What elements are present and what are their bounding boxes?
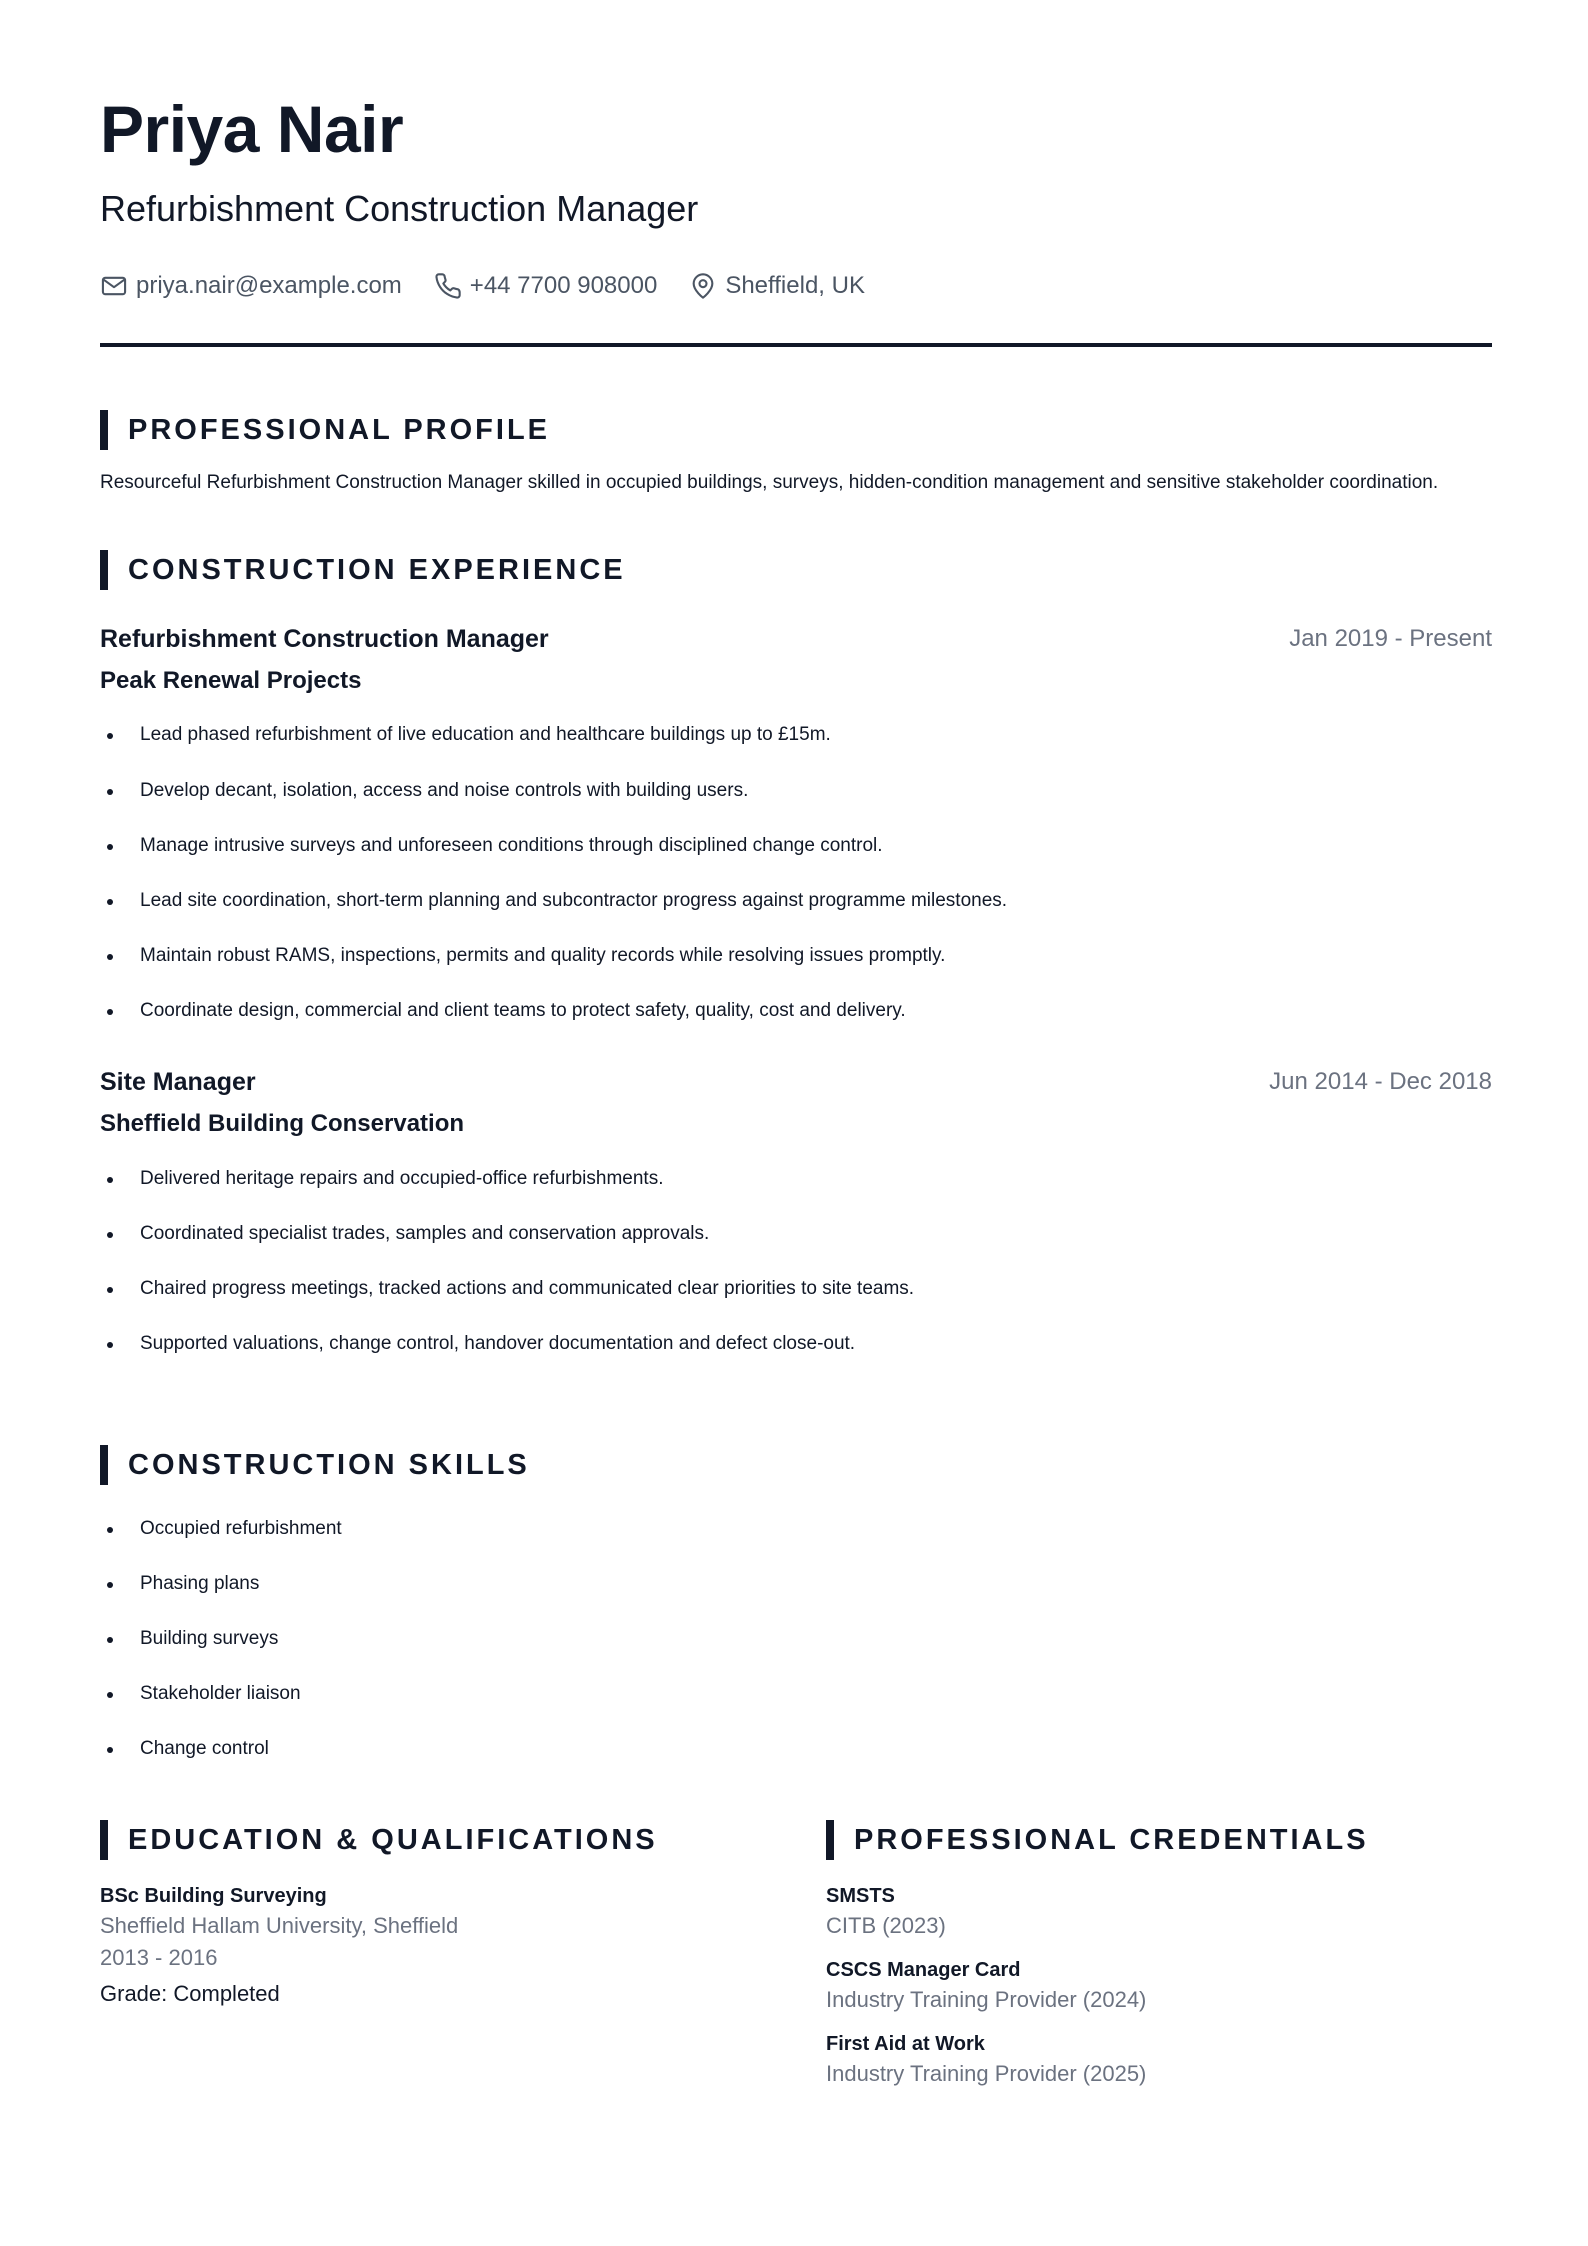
candidate-headline: Refurbishment Construction Manager (100, 188, 699, 229)
list-item (100, 998, 1492, 1024)
skill-text: Change control (140, 1738, 269, 1759)
list-item (100, 1571, 1492, 1597)
credential-issuer: CITB (2023) (826, 1913, 946, 1938)
section-heading: EDUCATION & QUALIFICATIONS (128, 1823, 658, 1856)
skill-text: Building surveys (140, 1628, 279, 1649)
section-heading: PROFESSIONAL CREDENTIALS (854, 1823, 1369, 1856)
phone-text: +44 7700 908000 (469, 272, 658, 299)
bullet-text: Supported valuations, change control, handover documentation and defect close-out. (140, 1333, 856, 1354)
section-accent-bar (100, 550, 108, 590)
credential-item (826, 1956, 1492, 2016)
bullet-text: Lead site coordination, short-term planning and subcontractor progress against programme milestones. (140, 890, 1008, 911)
job-company: Peak Renewal Projects (100, 667, 362, 694)
credential-issuer: Industry Training Provider (2025) (826, 2061, 1147, 2086)
bullet-dot (107, 1637, 113, 1643)
bullet-dot (107, 789, 113, 795)
location-text: Sheffield, UK (725, 272, 865, 299)
bullet-dot (107, 1009, 113, 1015)
profile-summary: Resourceful Refurbishment Construction Manager skilled in occupied buildings, surveys, hidden-condition management and sensitive stakeholder coordination. (100, 472, 1439, 493)
section-accent-bar (100, 1445, 108, 1485)
credential-name: CSCS Manager Card (826, 1959, 1021, 1981)
section-title-credentials (826, 1820, 1492, 1860)
job-dates: Jun 2014 - Dec 2018 (1269, 1068, 1492, 1095)
map-pin-icon (689, 272, 717, 300)
credential-name: First Aid at Work (826, 2033, 985, 2055)
skill-text: Stakeholder liaison (140, 1683, 301, 1704)
bullet-dot (107, 1342, 113, 1348)
bullet-dot (107, 1527, 113, 1533)
education-column (100, 1820, 800, 2010)
contact-location (689, 272, 865, 300)
bullet-dot (107, 1232, 113, 1238)
bullet-dot (107, 1177, 113, 1183)
bullet-text: Coordinated specialist trades, samples and conservation approvals. (140, 1223, 710, 1244)
list-item (100, 722, 1492, 748)
education-years: 2013 - 2016 (100, 1945, 218, 1970)
contact-row (100, 268, 897, 304)
section-heading: CONSTRUCTION SKILLS (128, 1448, 530, 1481)
bullet-dot (107, 899, 113, 905)
email-text: priya.nair@example.com (136, 272, 402, 299)
list-item (100, 1626, 1492, 1652)
section-accent-bar (100, 410, 108, 450)
list-item (100, 778, 1492, 804)
list-item (100, 1221, 1492, 1247)
section-title-experience (100, 550, 626, 590)
bullet-dot (107, 1287, 113, 1293)
degree-name: BSc Building Surveying (100, 1885, 327, 1907)
bullet-dot (107, 1582, 113, 1588)
bullet-dot (107, 733, 113, 739)
section-title-skills (100, 1445, 530, 1485)
list-item (100, 1166, 1492, 1192)
skill-text: Occupied refurbishment (140, 1518, 342, 1539)
bullet-text: Manage intrusive surveys and unforeseen conditions through disciplined change control. (140, 835, 883, 856)
list-item (100, 1681, 1492, 1707)
education-grade: Grade: Completed (100, 1981, 280, 2006)
credential-item (826, 2030, 1492, 2090)
skill-text: Phasing plans (140, 1573, 260, 1594)
bullet-text: Maintain robust RAMS, inspections, permits and quality records while resolving issues promptly. (140, 945, 946, 966)
job-bullets (100, 1166, 1492, 1357)
section-heading: CONSTRUCTION EXPERIENCE (128, 553, 626, 586)
header-divider (100, 343, 1492, 347)
job-company: Sheffield Building Conservation (100, 1110, 465, 1137)
list-item (100, 888, 1492, 914)
skills-list (100, 1516, 1492, 1762)
bullet-text: Lead phased refurbishment of live education and healthcare buildings up to £15m. (140, 724, 831, 745)
list-item (100, 1736, 1492, 1762)
phone-icon (434, 272, 462, 300)
bullet-dot (107, 1692, 113, 1698)
credentials-column (826, 1820, 1492, 2090)
section-heading: PROFESSIONAL PROFILE (128, 413, 551, 446)
section-accent-bar (100, 1820, 108, 1860)
credential-item (826, 1882, 1492, 1942)
credential-name: SMSTS (826, 1885, 895, 1907)
bullet-dot (107, 954, 113, 960)
job-role: Site Manager (100, 1068, 256, 1096)
job-dates: Jan 2019 - Present (1289, 625, 1492, 652)
mail-icon (100, 272, 128, 300)
bullet-text: Chaired progress meetings, tracked actions and communicated clear priorities to site teams. (140, 1278, 915, 1299)
bullet-text: Develop decant, isolation, access and noise controls with building users. (140, 780, 749, 801)
list-item (100, 1276, 1492, 1302)
job-role: Refurbishment Construction Manager (100, 625, 549, 653)
credential-issuer: Industry Training Provider (2024) (826, 1987, 1147, 2012)
bullet-text: Delivered heritage repairs and occupied-office refurbishments. (140, 1168, 664, 1189)
bullet-text: Coordinate design, commercial and client teams to protect safety, quality, cost and delivery. (140, 1000, 906, 1021)
contact-phone[interactable] (434, 272, 658, 300)
candidate-name: Priya Nair (100, 92, 404, 166)
list-item (100, 1516, 1492, 1542)
bullet-dot (107, 844, 113, 850)
section-title-profile (100, 410, 550, 450)
list-item (100, 1331, 1492, 1357)
list-item (100, 833, 1492, 859)
job-bullets (100, 722, 1492, 1024)
list-item (100, 943, 1492, 969)
institution-name: Sheffield Hallam University, Sheffield (100, 1913, 459, 1938)
bullet-dot (107, 1747, 113, 1753)
section-title-education (100, 1820, 800, 1860)
contact-email[interactable] (100, 272, 402, 300)
section-accent-bar (826, 1820, 834, 1860)
